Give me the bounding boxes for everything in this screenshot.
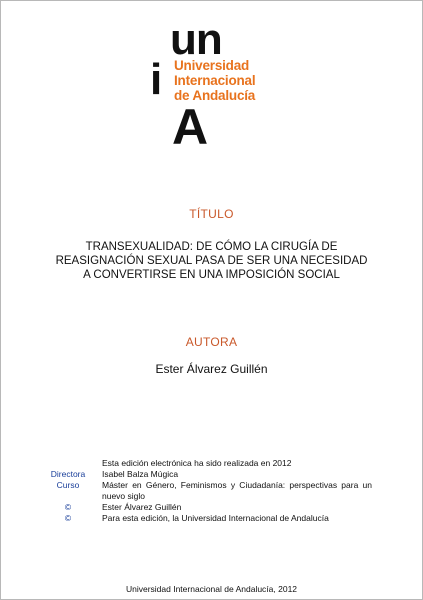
logo-line-2: Internacional bbox=[174, 73, 256, 88]
credit-row-copyright-edition bbox=[40, 513, 372, 524]
document-title bbox=[30, 240, 393, 282]
logo-letter-a: A bbox=[172, 99, 209, 155]
copyright-icon: © bbox=[64, 502, 72, 512]
course-value: Máster en Género, Feminismos y Ciudadanía: perspectivas para un nuevo siglo bbox=[102, 480, 372, 501]
author-name: Ester Álvarez Guillén bbox=[155, 362, 268, 376]
title-line-3: A CONVERTIRSE EN UNA IMPOSICIÓN SOCIAL bbox=[83, 269, 340, 281]
logo-wordmark bbox=[174, 58, 255, 103]
logo-line-1: Universidad bbox=[174, 58, 250, 73]
credit-row-director bbox=[40, 469, 372, 480]
copyright-edition: Para esta edición, la Universidad Internacional de Andalucía bbox=[102, 513, 329, 523]
credits-block bbox=[40, 458, 372, 524]
credit-row-copyright-author bbox=[40, 502, 372, 513]
copyright-author: Ester Álvarez Guillén bbox=[102, 502, 182, 512]
director-key: Directora bbox=[50, 469, 86, 479]
logo-letter-i: i bbox=[150, 55, 163, 104]
credit-row-course bbox=[40, 480, 372, 502]
director-value: Isabel Balza Múgica bbox=[102, 469, 179, 479]
logo-line-3: de Andalucía bbox=[174, 88, 256, 103]
author-label: AUTORA bbox=[185, 335, 238, 349]
title-line-1: TRANSEXUALIDAD: DE CÓMO LA CIRUGÍA DE bbox=[85, 241, 338, 253]
credit-row-edition bbox=[40, 458, 372, 469]
edition-note: Esta edición electrónica ha sido realizada en 2012 bbox=[102, 458, 292, 468]
copyright-icon: © bbox=[64, 513, 72, 523]
footer-publisher: Universidad Internacional de Andalucía, 2012 bbox=[125, 584, 298, 594]
logo-letters-un: un bbox=[170, 15, 222, 64]
title-label: TÍTULO bbox=[189, 207, 234, 221]
title-line-2: REASIGNACIÓN SEXUAL PASA DE SER UNA NECESIDAD bbox=[55, 255, 368, 267]
course-key: Curso bbox=[56, 480, 80, 490]
